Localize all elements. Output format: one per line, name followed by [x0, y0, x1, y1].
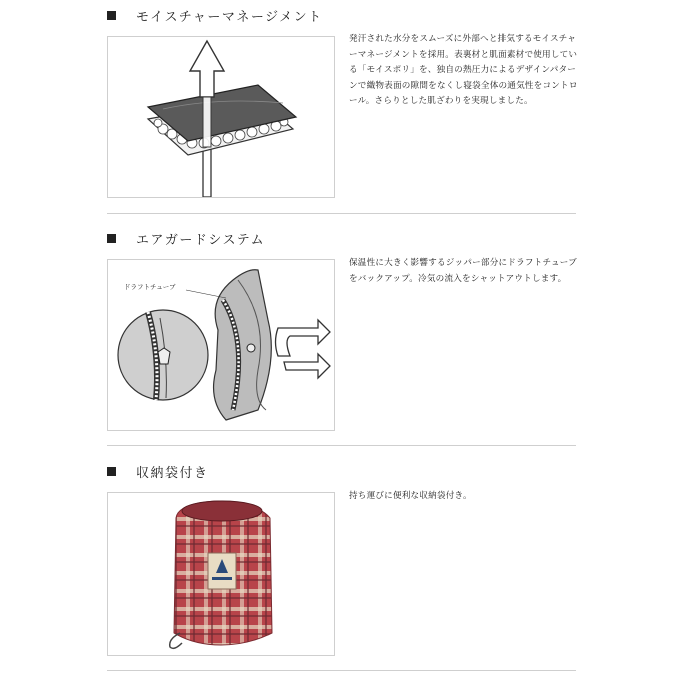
section-heading-bag	[107, 462, 209, 481]
section-description: 保温性に大きく影響するジッパー部分にドラフトチューブをバックアップ。冷気の流入をシャットアウトします。	[349, 258, 577, 284]
divider	[107, 670, 576, 671]
moisture-illustration	[107, 36, 335, 198]
section-description: 持ち運びに便利な収納袋付き。	[349, 491, 472, 501]
section-heading-airguard	[107, 229, 265, 248]
draft-tube-illustration	[107, 259, 335, 431]
section-title: エアガードシステム	[136, 233, 266, 248]
storage-bag-photo	[107, 492, 335, 656]
square-bullet-icon	[107, 234, 116, 243]
section-heading-moisture	[107, 6, 323, 25]
section-title: 収納袋付き	[136, 466, 209, 481]
image-label: ドラフトチューブ	[124, 283, 176, 291]
divider	[107, 213, 576, 214]
square-bullet-icon	[107, 467, 116, 476]
section-title: モイスチャーマネージメント	[136, 10, 323, 25]
storage-bag-icon	[108, 493, 334, 655]
moisture-layer-icon	[108, 37, 334, 197]
square-bullet-icon	[107, 11, 116, 20]
section-description: 発汗された水分をスムーズに外部へと排気するモイスチャーマネージメントを採用。表裏材と肌面素材で使用している「モイスポリ」を、独自の熱圧力によるデザインパターンで織物表面の隙間をなくし寝袋全体の通気性をコントロール。さらりとした肌ざわりを実現しました。	[349, 34, 578, 106]
divider	[107, 445, 576, 446]
